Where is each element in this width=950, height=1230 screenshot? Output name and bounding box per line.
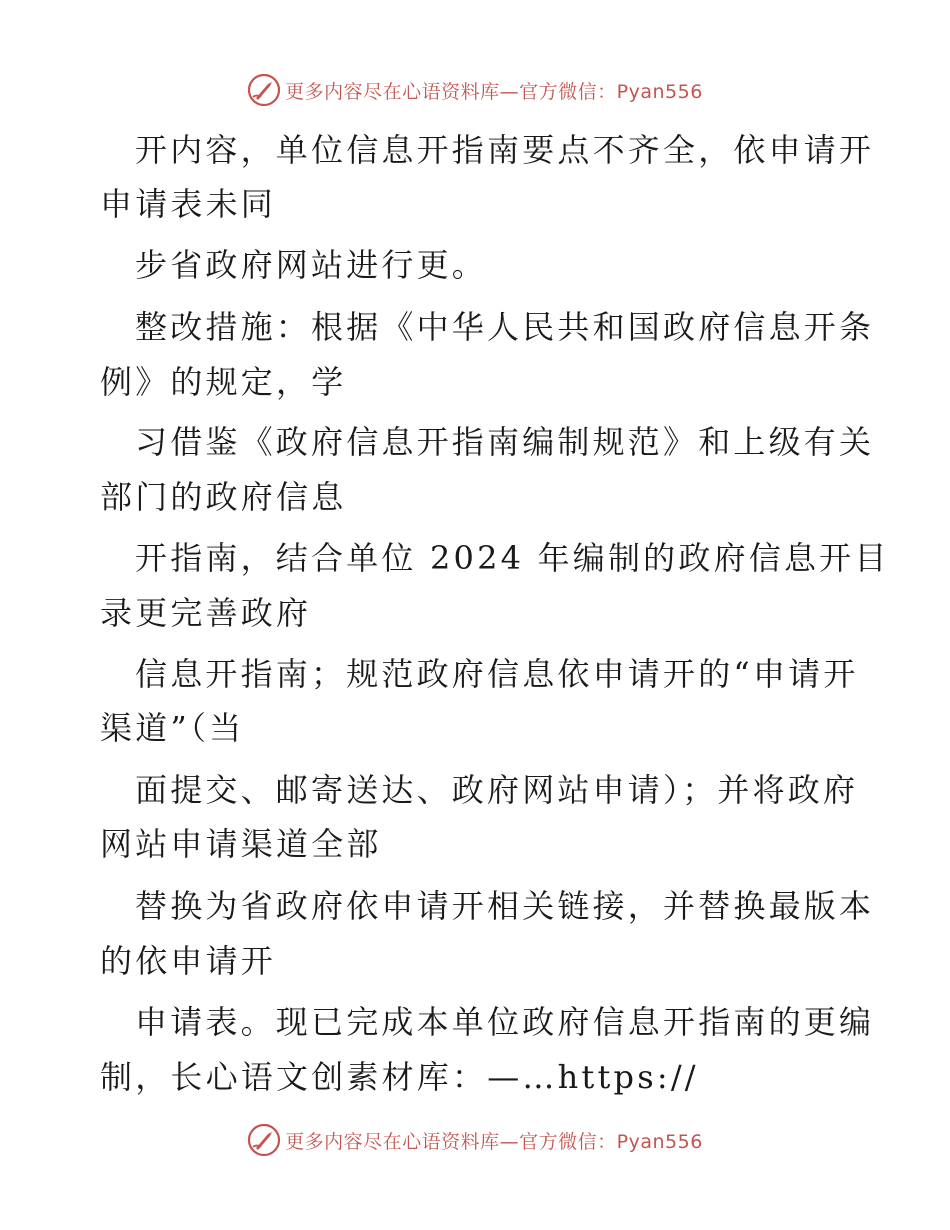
header-watermark-text: 更多内容尽在心语资料库—官方微信：Pyan556 xyxy=(285,80,703,103)
footer-watermark-text: 更多内容尽在心语资料库—官方微信：Pyan556 xyxy=(285,1130,703,1153)
text-line: 替换为省政府依申请开相关链接，并替换最版本 xyxy=(135,887,875,925)
quill-logo-icon xyxy=(247,73,281,107)
header-watermark-content xyxy=(247,73,703,107)
footer-watermark-content xyxy=(247,1123,703,1157)
text-line: 录更完善政府 xyxy=(100,594,312,632)
text-line: 整改措施：根据《中华人民共和国政府信息开条 xyxy=(135,308,875,346)
quill-logo-icon xyxy=(247,1123,281,1157)
text-line: 申请表。现已完成本单位政府信息开指南的更编 xyxy=(135,1003,875,1041)
text-line: 申请表未同 xyxy=(100,185,277,223)
text-line: 开指南，结合单位 2024 年编制的政府信息开目 xyxy=(135,539,890,577)
text-line: 渠道”（当 xyxy=(100,709,245,747)
footer-watermark-banner xyxy=(0,1120,950,1160)
text-line: 例》的规定，学 xyxy=(100,363,347,401)
text-line: 的依申请开 xyxy=(100,942,277,980)
text-line: 网站申请渠道全部 xyxy=(100,825,382,863)
text-line: 信息开指南；规范政府信息依申请开的“申请开 xyxy=(135,655,859,693)
text-line: 部门的政府信息 xyxy=(100,478,347,516)
text-line: 制，长心语文创素材库：—…https:// xyxy=(100,1058,699,1096)
text-line: 习借鉴《政府信息开指南编制规范》和上级有关 xyxy=(135,423,875,461)
header-watermark-banner xyxy=(0,70,950,110)
text-line: 步省政府网站进行更。 xyxy=(135,246,488,284)
text-line: 开内容，单位信息开指南要点不齐全，依申请开 xyxy=(135,131,875,169)
text-line: 面提交、邮寄送达、政府网站申请）；并将政府 xyxy=(135,771,859,809)
